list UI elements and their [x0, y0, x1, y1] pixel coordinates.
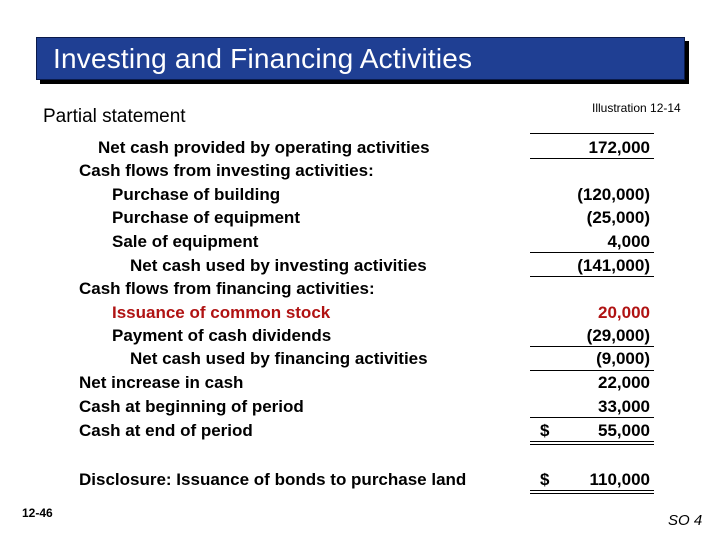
double-rule-cash-end	[530, 441, 654, 445]
row-label: Sale of equipment	[112, 232, 259, 251]
row-label: Disclosure: Issuance of bonds to purchase land	[79, 470, 467, 489]
row-amount: (29,000)	[586, 326, 650, 345]
rule-top	[530, 133, 654, 134]
row-label: Issuance of common stock	[112, 303, 331, 322]
row-label: Net cash used by financing activities	[130, 349, 428, 368]
row-label: Payment of cash dividends	[112, 326, 332, 345]
row-amount: 20,000	[598, 303, 650, 322]
page-number: 12-46	[22, 506, 53, 520]
row-label: Purchase of equipment	[112, 208, 300, 227]
illustration-reference: Illustration 12-14	[592, 101, 681, 115]
rule-cash-beginning	[530, 417, 654, 418]
row-label: Cash at beginning of period	[79, 397, 304, 416]
dollar-sign: $	[540, 470, 550, 489]
row-amount: 4,000	[607, 232, 650, 251]
double-rule-disclosure	[530, 490, 654, 494]
row-label: Net cash provided by operating activities	[98, 138, 430, 157]
row-label: Cash flows from investing activities:	[79, 161, 374, 180]
row-amount: (9,000)	[596, 349, 650, 368]
row-amount: 110,000	[589, 470, 650, 489]
row-amount: 55,000	[598, 421, 650, 440]
row-amount: 22,000	[598, 373, 650, 392]
row-amount: (120,000)	[577, 185, 650, 204]
slide-title: Investing and Financing Activities	[53, 43, 473, 74]
row-label: Cash flows from financing activities:	[79, 279, 375, 298]
dollar-sign: $	[540, 421, 550, 440]
study-objective-label: SO 4	[668, 512, 703, 529]
row-label: Net cash used by investing activities	[130, 256, 427, 275]
row-amount: 33,000	[598, 397, 650, 416]
rule-investing-subtotal	[530, 252, 654, 253]
partial-statement-label: Partial statement	[43, 106, 186, 127]
row-label: Cash at end of period	[79, 421, 253, 440]
title-bar	[36, 37, 685, 80]
row-amount: 172,000	[588, 138, 650, 157]
row-label: Purchase of building	[112, 185, 281, 204]
row-amount: (141,000)	[577, 256, 650, 275]
row-label: Net increase in cash	[79, 373, 244, 392]
rule-operating	[530, 158, 654, 159]
rule-investing-total	[530, 276, 654, 277]
row-amount: (25,000)	[586, 208, 650, 227]
